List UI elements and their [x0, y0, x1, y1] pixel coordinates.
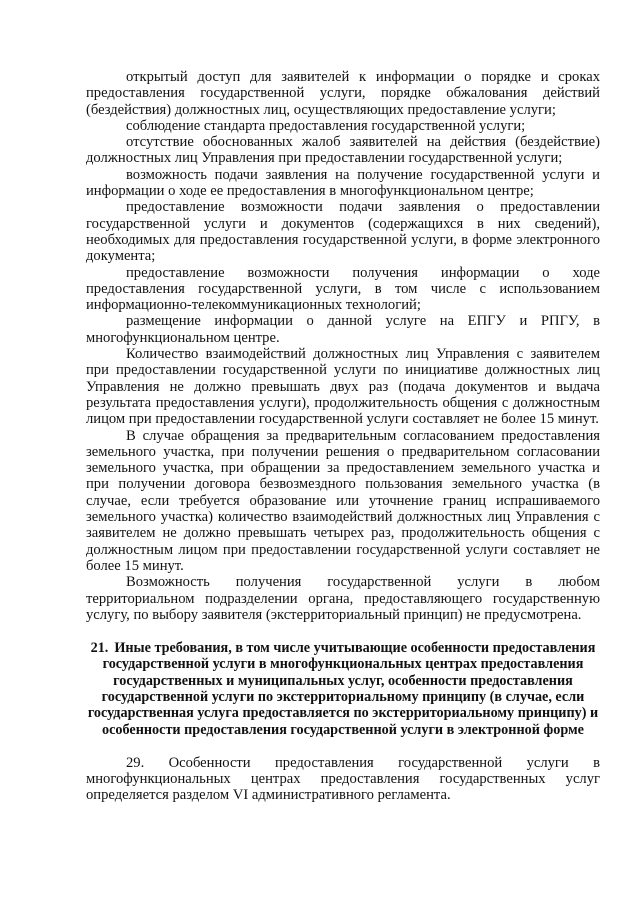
paragraph-mfc-application: возможность подачи заявления на получение государственной услуги и информации о ходе ее предоставления в многофункциональном центре; [86, 166, 600, 200]
spacer [86, 623, 600, 640]
document-page [86, 69, 600, 804]
paragraph-open-access: открытый доступ для заявителей к информации о порядке и сроках предоставления государственной услуги, порядке обжалования действий (бездействия) должностных лиц, осуществляющих предоставление услуги; [86, 69, 600, 118]
section-title: Иные требования, в том числе учитывающие особенности предоставления государственной услуги в многофункциональных центрах предоставления государственных и муниципальных услуг, особенности предоставления государственной услуги по экстерриториальному принципу (в случае, если государственная услуга предоставляется по экстерриториальному принципу) и особенности предоставления государственной услуги в электронной форме [87, 640, 599, 738]
paragraph-no-complaints: отсутствие обоснованных жалоб заявителей на действия (бездействие) должностных лиц Управления при предоставлении государственной услуги; [86, 134, 600, 167]
paragraph-info-placement: размещение информации о данной услуге на ЕПГУ и РПГУ, в многофункциональном центре. [86, 313, 600, 346]
paragraph-land-plot-case: В случае обращения за предварительным согласованием предоставления земельного участка, при получении решения о предварительном согласовании земельного участка, при обращении за предоставлением земельного участка и при получении договора безвозмездного пользования земельного участка (в случае, если требуется образование или уточнение границ испрашиваемого земельного участка) количество взаимодействий должностных лиц Управления с заявителем не должно превышать четырех раз, продолжительность общения с должностным лицом при предоставлении государственной услуги составляет не более 15 минут. [86, 427, 600, 574]
clause-29: 29. Особенности предоставления государственной услуги в многофункциональных центрах предоставления государственных услуг определяется разделом VI административного регламента. [86, 754, 600, 804]
section-number: 21. [90, 640, 109, 657]
paragraph-electronic-application: предоставление возможности подачи заявления о предоставлении государственной услуги и документов (содержащихся в них сведений), необходимых для предоставления государственной услуги, в форме электронного документа; [86, 199, 600, 265]
spacer [86, 738, 600, 755]
paragraph-interaction-count: Количество взаимодействий должностных лиц Управления с заявителем при предоставлении государственной услуги по инициативе должностных лиц Управления не должно превышать двух раз (подача документов и выдача результата предоставления услуги), продолжительность общения с должностным лицом при предоставлении государственной услуги составляет не более 15 минут. [86, 346, 600, 428]
paragraph-standard-compliance: соблюдение стандарта предоставления государственной услуги; [126, 117, 526, 134]
section-heading [86, 640, 600, 738]
paragraph-extraterritorial: Возможность получения государственной услуги в любом территориальном подразделении органа, предоставляющего государственную услугу, по выбору заявителя (экстерриториальный принцип) не предусмотрена. [86, 574, 600, 623]
paragraph-progress-info: предоставление возможности получения информации о ходе предоставления государственной услуги, в том числе с использованием информационно-телекоммуникационных технологий; [86, 264, 600, 314]
